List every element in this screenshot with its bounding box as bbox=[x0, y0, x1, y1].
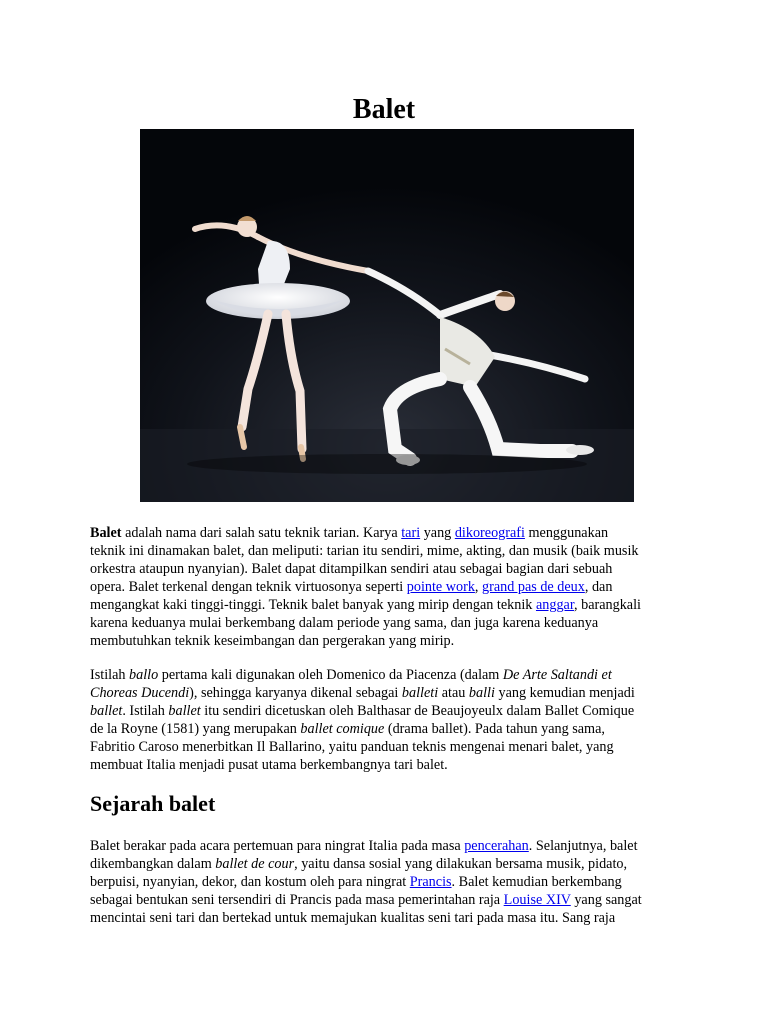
text-line: membuat Italia menjadi pusat utama berkembangnya tari balet. bbox=[90, 757, 448, 773]
ballet-photo-illustration bbox=[140, 129, 634, 502]
history-paragraph bbox=[90, 837, 680, 927]
text-run: , barangkali bbox=[574, 597, 641, 613]
italic-term: De Arte Saltandi et bbox=[502, 667, 612, 683]
text-run: adalah nama dari salah satu teknik tarian. Karya bbox=[121, 525, 402, 541]
text-line: orkestra ataupun nyanyian). Balet dapat ditampilkan sendiri atau sebagai bagian dari sebuah bbox=[90, 561, 613, 577]
page-title: Balet bbox=[352, 94, 416, 125]
section-heading: Sejarah balet bbox=[90, 791, 216, 816]
text-line bbox=[90, 596, 680, 614]
link-anggar[interactable]: anggar bbox=[535, 597, 574, 613]
text-run: yang kemudian menjadi bbox=[494, 685, 635, 701]
italic-term: ballet bbox=[90, 703, 123, 719]
text-line bbox=[90, 855, 680, 873]
text-line bbox=[90, 684, 680, 702]
text-line bbox=[90, 891, 680, 909]
text-run: Istilah bbox=[90, 667, 130, 683]
text-run: , dan bbox=[584, 579, 613, 595]
text-line bbox=[90, 837, 680, 855]
text-line bbox=[90, 666, 680, 684]
text-line: membutuhkan teknik keseimbangan dan pergerakan yang mirip. bbox=[90, 633, 455, 649]
text-run: itu sendiri dicetuskan oleh Balthasar de Beaujoyeulx dalam Ballet Comique bbox=[200, 703, 635, 719]
bold-term: Balet bbox=[90, 525, 122, 541]
italic-term: ballet de cour bbox=[215, 856, 295, 872]
text-line bbox=[90, 524, 680, 542]
italic-term: balli bbox=[468, 685, 495, 701]
text-line bbox=[90, 873, 680, 891]
text-run: dikembangkan dalam bbox=[90, 856, 216, 872]
italic-term: ballet comique bbox=[300, 721, 385, 737]
text-line bbox=[90, 578, 680, 596]
text-run: de la Royne (1581) yang merupakan bbox=[90, 721, 301, 737]
text-run: , bbox=[474, 579, 483, 595]
text-run: mengangkat kaki tinggi-tinggi. Teknik balet banyak yang mirip dengan teknik bbox=[90, 597, 536, 613]
italic-term: ballo bbox=[129, 667, 159, 683]
link-grand-pas-de-deux[interactable]: grand pas de deux bbox=[482, 579, 585, 595]
text-run: . Istilah bbox=[122, 703, 169, 719]
ballet-photo bbox=[140, 129, 634, 502]
text-line: mencintai seni tari dan bertekad untuk memajukan kualitas seni tari pada masa itu. Sang raja bbox=[90, 910, 616, 926]
text-run: . Balet kemudian berkembang bbox=[451, 874, 622, 890]
text-run: sebagai bentukan seni tersendiri di Prancis pada masa pemerintahan raja bbox=[90, 892, 504, 908]
intro-paragraph bbox=[90, 524, 680, 650]
text-run: atau bbox=[438, 685, 469, 701]
italic-term: Choreas Ducendi bbox=[90, 685, 190, 701]
link-pencerahan[interactable]: pencerahan bbox=[464, 838, 529, 854]
text-run: yang bbox=[420, 525, 455, 541]
link-tari[interactable]: tari bbox=[401, 525, 421, 541]
link-dikoreografi[interactable]: dikoreografi bbox=[454, 525, 525, 541]
text-run: , yaitu dansa sosial yang dilakukan bersama musik, pidato, bbox=[294, 856, 628, 872]
text-run: opera. Balet terkenal dengan teknik virtuosonya seperti bbox=[90, 579, 407, 595]
text-line: Fabritio Caroso menerbitkan Il Ballarino, yaitu panduan teknis mengenai menari balet, yang bbox=[90, 739, 614, 755]
text-run: menggunakan bbox=[524, 525, 609, 541]
text-run: berpuisi, nyanyian, dekor, dan kostum oleh para ningrat bbox=[90, 874, 410, 890]
italic-term: ballet bbox=[168, 703, 201, 719]
link-prancis[interactable]: Prancis bbox=[409, 874, 452, 890]
text-line bbox=[90, 720, 680, 738]
text-run: yang sangat bbox=[570, 892, 642, 908]
text-run: Balet berakar pada acara pertemuan para ningrat Italia pada masa bbox=[90, 838, 465, 854]
text-run: (drama ballet). Pada tahun yang sama, bbox=[384, 721, 605, 737]
text-run: pertama kali digunakan oleh Domenico da Piacenza (dalam bbox=[158, 667, 503, 683]
link-pointe-work[interactable]: pointe work bbox=[406, 579, 475, 595]
etymology-paragraph bbox=[90, 666, 680, 774]
text-line: teknik ini dinamakan balet, dan meliputi: tarian itu sendiri, mime, akting, dan musik (baik musik bbox=[90, 543, 639, 559]
text-run: ), sehingga karyanya dikenal sebagai bbox=[189, 685, 402, 701]
text-line bbox=[90, 702, 680, 720]
text-run: . Selanjutnya, balet bbox=[528, 838, 638, 854]
italic-term: balleti bbox=[401, 685, 439, 701]
text-line: karena keduanya mulai berkembang dalam periode yang sama, dan juga karena keduanya bbox=[90, 615, 599, 631]
link-louise-xiv[interactable]: Louise XIV bbox=[503, 892, 571, 908]
